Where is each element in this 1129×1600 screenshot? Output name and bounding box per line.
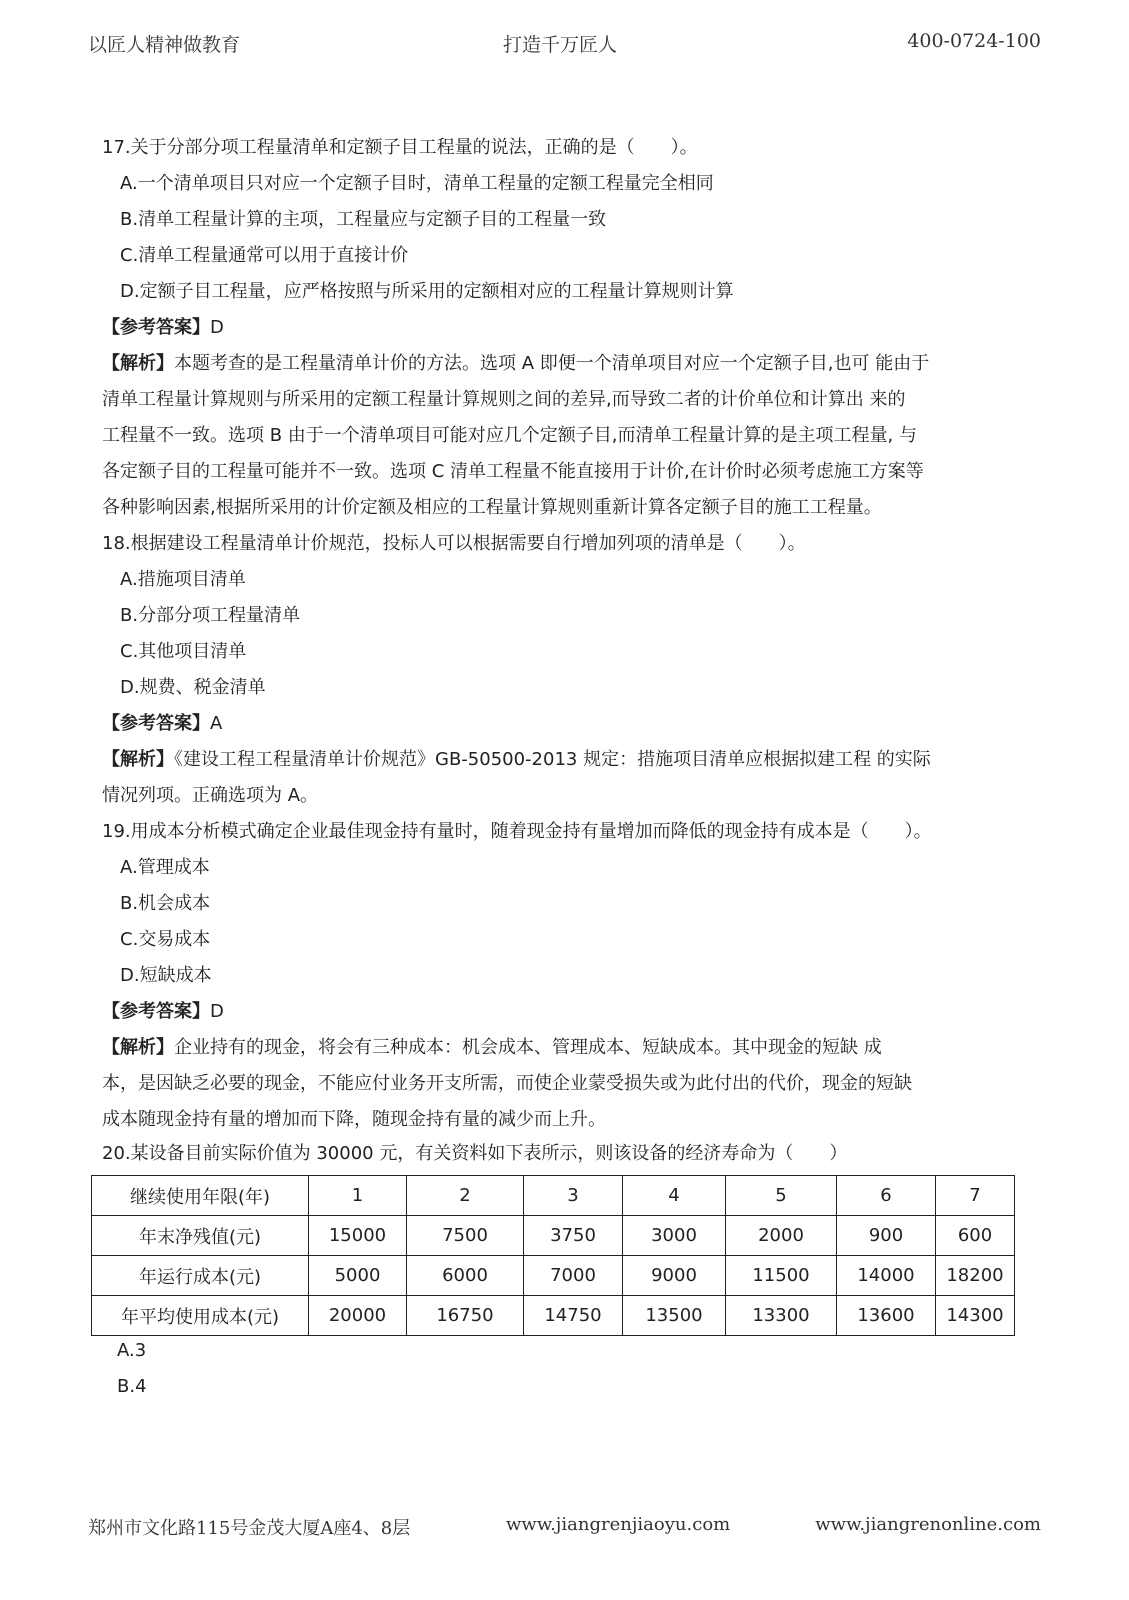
table-cell: 14000: [837, 1256, 936, 1296]
table-cell: 20000: [309, 1296, 407, 1336]
equipment-cost-table: [91, 1175, 1015, 1336]
analysis-text: 《建设工程工程量清单计价规范》GB-50500-2013 规定：措施项目清单应根据拟建工程 的实际: [174, 749, 931, 770]
q19-option-c: C.交易成本: [120, 929, 211, 950]
table-cell: 7000: [524, 1256, 623, 1296]
table-cell: 6000: [407, 1256, 524, 1296]
q19-answer: [102, 1000, 224, 1024]
answer-label: 【参考答案】: [102, 713, 210, 734]
q19-question: 19.用成本分析模式确定企业最佳现金持有量时，随着现金持有量增加而降低的现金持有成本是（ ）。: [102, 821, 932, 842]
footer-online-link[interactable]: www.jiangrenonline.com: [815, 1514, 1041, 1535]
q19-analysis-line: 本，是因缺乏必要的现金，不能应付业务开支所需，而使企业蒙受损失或为此付出的代价，现金的短缺: [102, 1073, 912, 1094]
table-cell: 9000: [623, 1256, 726, 1296]
table-cell: 2000: [726, 1216, 837, 1256]
table-cell: 7500: [407, 1216, 524, 1256]
q19-option-b: B.机会成本: [120, 893, 211, 914]
analysis-label: 【解析】: [102, 353, 174, 374]
table-cell: 600: [936, 1216, 1015, 1256]
q19-analysis-line: [102, 1036, 882, 1060]
table-row-header: 继续使用年限(年): [92, 1176, 309, 1216]
q17-analysis-line: 清单工程量计算规则与所采用的定额工程量计算规则之间的差异,而导致二者的计价单位和计算出 来的: [102, 389, 906, 410]
q19-analysis-line: 成本随现金持有量的增加而下降，随现金持有量的减少而上升。: [102, 1109, 606, 1130]
q17-question: 17.关于分部分项工程量清单和定额子目工程量的说法，正确的是（ ）。: [102, 137, 698, 158]
table-row-header: 年平均使用成本(元): [92, 1296, 309, 1336]
table-cell: 6: [837, 1176, 936, 1216]
q17-option-c: C.清单工程量通常可以用于直接计价: [120, 245, 409, 266]
table-cell: 5000: [309, 1256, 407, 1296]
q20-question: 20.某设备目前实际价值为 30000 元，有关资料如下表所示，则该设备的经济寿命为（ ）: [102, 1143, 848, 1164]
table-cell: 3: [524, 1176, 623, 1216]
q17-option-d: D.定额子目工程量，应严格按照与所采用的定额相对应的工程量计算规则计算: [120, 281, 734, 302]
q17-analysis-line: 各种影响因素,根据所采用的计价定额及相应的工程量计算规则重新计算各定额子目的施工工程量。: [102, 497, 882, 518]
header-phone: 400-0724-100: [907, 30, 1041, 52]
header-slogan: 以匠人精神做教育: [88, 34, 241, 56]
analysis-label: 【解析】: [102, 1037, 174, 1058]
table-row: [92, 1176, 1015, 1216]
table-cell: 1: [309, 1176, 407, 1216]
q17-answer: [102, 316, 224, 340]
answer-value: D: [210, 317, 224, 338]
table-cell: 3000: [623, 1216, 726, 1256]
q18-option-a: A.措施项目清单: [120, 569, 246, 590]
table-cell: 14750: [524, 1296, 623, 1336]
header-motto: 打造千万匠人: [503, 34, 618, 56]
q18-analysis-line: 情况列项。正确选项为 A。: [102, 785, 319, 806]
table-cell: 14300: [936, 1296, 1015, 1336]
table-row-header: 年运行成本(元): [92, 1256, 309, 1296]
answer-value: D: [210, 1001, 224, 1022]
q18-answer: [102, 712, 222, 736]
q18-option-b: B.分部分项工程量清单: [120, 605, 301, 626]
table-cell: 900: [837, 1216, 936, 1256]
answer-label: 【参考答案】: [102, 317, 210, 338]
footer-website-link[interactable]: www.jiangrenjiaoyu.com: [506, 1514, 731, 1535]
q17-analysis-line: 各定额子目的工程量可能并不一致。选项 C 清单工程量不能直接用于计价,在计价时必须考虑施工方案等: [102, 461, 924, 482]
table-cell: 5: [726, 1176, 837, 1216]
q17-analysis-line: [102, 352, 929, 376]
table-row: [92, 1216, 1015, 1256]
q18-question: 18.根据建设工程量清单计价规范，投标人可以根据需要自行增加列项的清单是（ ）。: [102, 533, 806, 554]
analysis-text: 本题考查的是工程量清单计价的方法。选项 A 即便一个清单项目对应一个定额子目,也可 能由于: [174, 353, 930, 374]
q18-analysis-line: [102, 748, 931, 772]
table-cell: 2: [407, 1176, 524, 1216]
q19-option-a: A.管理成本: [120, 857, 210, 878]
table-row: [92, 1256, 1015, 1296]
answer-label: 【参考答案】: [102, 1001, 210, 1022]
q18-option-c: C.其他项目清单: [120, 641, 247, 662]
table-cell: 13300: [726, 1296, 837, 1336]
table-cell: 7: [936, 1176, 1015, 1216]
table-cell: 11500: [726, 1256, 837, 1296]
analysis-label: 【解析】: [102, 749, 174, 770]
footer-address: 郑州市文化路115号金茂大厦A座4、8层: [88, 1518, 411, 1539]
table-cell: 16750: [407, 1296, 524, 1336]
q18-option-d: D.规费、税金清单: [120, 677, 266, 698]
table-cell: 15000: [309, 1216, 407, 1256]
q20-option-a: A.3: [117, 1340, 147, 1361]
q19-option-d: D.短缺成本: [120, 965, 212, 986]
q17-option-b: B.清单工程量计算的主项，工程量应与定额子目的工程量一致: [120, 209, 607, 230]
analysis-text: 企业持有的现金，将会有三种成本：机会成本、管理成本、短缺成本。其中现金的短缺 成: [174, 1037, 882, 1058]
q17-analysis-line: 工程量不一致。选项 B 由于一个清单项目可能对应几个定额子目,而清单工程量计算的是主项工程量, 与: [102, 425, 917, 446]
table-cell: 13600: [837, 1296, 936, 1336]
table-cell: 18200: [936, 1256, 1015, 1296]
table-cell: 4: [623, 1176, 726, 1216]
table-row-header: 年末净残值(元): [92, 1216, 309, 1256]
q20-option-b: B.4: [117, 1376, 147, 1397]
answer-value: A: [210, 713, 223, 734]
q17-option-a: A.一个清单项目只对应一个定额子目时，清单工程量的定额工程量完全相同: [120, 173, 714, 194]
table-cell: 3750: [524, 1216, 623, 1256]
table-row: [92, 1296, 1015, 1336]
table-cell: 13500: [623, 1296, 726, 1336]
